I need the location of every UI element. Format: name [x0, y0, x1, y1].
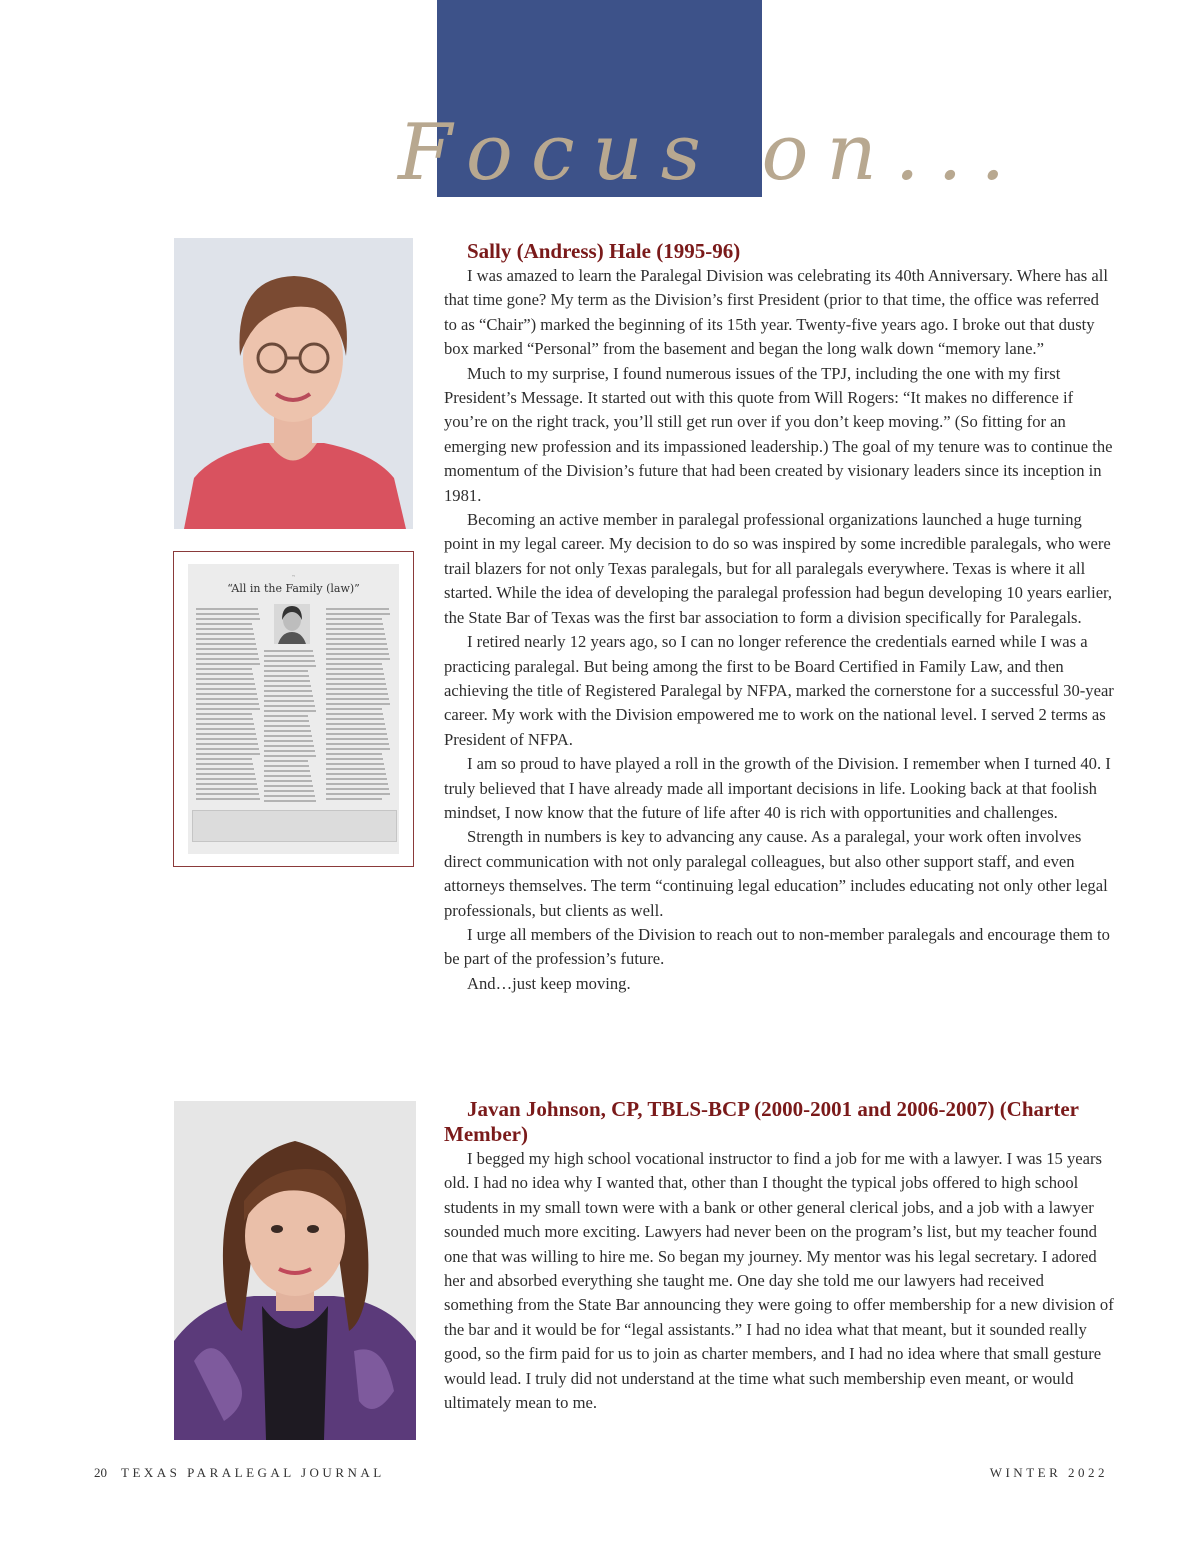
clipping-text-line — [196, 743, 258, 745]
publication-name: TEXAS PARALEGAL JOURNAL — [121, 1465, 385, 1480]
clipping-text-line — [326, 618, 382, 620]
clipping-text-line — [326, 788, 389, 790]
clipping-text-line — [196, 643, 256, 645]
clipping-text-line — [196, 628, 253, 630]
clipping-text-line — [196, 773, 255, 775]
clipping-text-line — [196, 613, 259, 615]
clipping-text-line — [196, 798, 260, 800]
clipping-text-line — [326, 658, 390, 660]
clipping-text-line — [196, 693, 257, 695]
clipping-text-line — [264, 740, 313, 742]
clipping-text-line — [196, 608, 258, 610]
clipping-text-line — [326, 673, 384, 675]
javan-johnson-photo — [174, 1101, 416, 1440]
clipping-text-line — [264, 705, 315, 707]
clipping-text-line — [196, 623, 252, 625]
clipping-text-line — [196, 683, 255, 685]
clipping-text-line — [326, 778, 387, 780]
clipping-text-line — [196, 648, 257, 650]
clipping-text-line — [326, 798, 382, 800]
clipping-text-line — [196, 783, 257, 785]
clipping-text-line — [196, 793, 259, 795]
clipping-text-line — [264, 765, 309, 767]
profile-heading: Sally (Andress) Hale (1995-96) — [467, 239, 741, 263]
footer-publication — [94, 1465, 385, 1481]
clipping-text-line — [326, 608, 389, 610]
profile-paragraph: Much to my surprise, I found numerous issues of the TPJ, including the one with my first President’s Message. It started out with this quote from Will Rogers: “It makes no difference if you’re on the right track, you’ll still get run over if you don’t keep moving.” (So fitting for an emerging new profession and its impassioned leadership.) The goal of my tenure was to continue the momentum of the Division’s future that had been created by visionary leaders since its inception in 1981. — [444, 363, 1113, 505]
clipping-text-line — [326, 753, 382, 755]
profile-javan-johnson — [444, 1097, 1114, 1415]
clipping-text-line — [264, 725, 310, 727]
footer-issue: WINTER 2022 — [989, 1465, 1108, 1480]
clipping-text-line — [326, 768, 385, 770]
profile-paragraph: And…just keep moving. — [467, 973, 631, 993]
clipping-text-line — [196, 668, 252, 670]
clipping-text-line — [326, 633, 385, 635]
clipping-text-line — [326, 708, 382, 710]
clipping-text-line — [196, 763, 253, 765]
profile-heading: Javan Johnson, CP, TBLS-BCP (2000-2001 and 2006-2007) (Charter Member) — [444, 1097, 1079, 1146]
clipping-text-line — [264, 775, 311, 777]
clipping-text-line — [196, 688, 256, 690]
clipping-text-line — [196, 653, 258, 655]
clipping-text-line — [196, 788, 258, 790]
clipping-text-line — [264, 675, 309, 677]
clipping-text-line — [326, 648, 388, 650]
clipping-text-line — [196, 758, 252, 760]
clipping-text-line — [264, 660, 315, 662]
clipping-text-line — [326, 773, 386, 775]
clipping-text-line — [326, 653, 389, 655]
clipping-text-line — [264, 665, 316, 667]
clipping-kicker: ~ — [291, 574, 296, 580]
clipping-text-line — [326, 718, 384, 720]
clipping-text-line — [264, 680, 310, 682]
clipping-text-line — [326, 663, 382, 665]
profile-sally-hale — [444, 239, 1114, 996]
profile-paragraph: I am so proud to have played a roll in the growth of the Division. I remember when I turned 40. I truly believed that I have already made all important decisions in life. Looking back at that foolish mindset, I now know that the future of life after 40 is rich with opportunities and challenges. — [444, 754, 1111, 822]
clipping-text-line — [264, 790, 314, 792]
clipping-text-line — [326, 703, 390, 705]
clipping-text-line — [196, 768, 254, 770]
sally-hale-photo — [174, 238, 413, 529]
clipping-text-line — [326, 713, 383, 715]
section-title: Focus on... — [398, 108, 1024, 198]
clipping-text-line — [196, 663, 260, 665]
clipping-text-line — [326, 743, 389, 745]
clipping-text-line — [326, 693, 388, 695]
profile-paragraph: I begged my high school vocational instructor to find a job for me with a lawyer. I was 15 years old. I had no idea why I wanted that, other than I thought the typical jobs offered to high school students in my small town were with a bank or other general clerical jobs, and a job with a lawyer sounded much more exciting. Lawyers had never been on the program’s list, but my teacher found one that was willing to hire me. So began my journey. My mentor was his legal secretary. I adored her and absorbed everything she taught me. One day she told me our lawyers had received something from the State Bar announcing they were going to offer membership for a new division of the bar and it would be for “legal assistants.” I had no idea what that meant, but it sounded really good, so the firm paid for us to join as charter members, and I had no idea where that small gesture would lead. I truly did not understand at the time what such membership even meant, or would ultimately mean to me. — [444, 1149, 1114, 1413]
clipping-text-line — [264, 655, 314, 657]
clipping-text-line — [264, 800, 316, 802]
clipping-text-line — [326, 638, 386, 640]
clipping-text-line — [264, 730, 311, 732]
clipping-text-line — [264, 735, 312, 737]
profile-paragraph: Becoming an active member in paralegal professional organizations launched a huge turning point in my legal career. My decision to do so was inspired by some incredible paralegals, who were trail blazers for not only Texas paralegals, but for all paralegals everywhere. Texas is where it all started. While the idea of developing the paralegal profession had begun developing 10 years earlier, the State Bar of Texas was the first bar association to form a division specifically for Paralegals. — [444, 510, 1113, 627]
clipping-text-line — [264, 795, 315, 797]
clipping-text-line — [264, 720, 309, 722]
clipping-text-line — [264, 685, 311, 687]
clipping-text-line — [326, 748, 390, 750]
clipping-text-line — [264, 715, 308, 717]
clipping-text-line — [264, 755, 316, 757]
clipping-text-line — [326, 613, 390, 615]
clipping-text-line — [326, 688, 387, 690]
clipping-text-line — [264, 770, 310, 772]
clipping-text-line — [196, 778, 256, 780]
clipping-text-line — [264, 780, 312, 782]
clipping-text-line — [326, 733, 387, 735]
clipping-text-line — [196, 753, 260, 755]
clipping-text-line — [326, 698, 389, 700]
clipping-text-line — [326, 683, 386, 685]
clipping-photo — [274, 604, 310, 644]
clipping-text-line — [326, 643, 387, 645]
clipping-text-line — [264, 760, 308, 762]
clipping-headline: “All in the Family (law)” — [227, 582, 360, 595]
clipping-text-line — [326, 728, 386, 730]
clipping-text-line — [196, 733, 256, 735]
clipping-text-line — [326, 623, 383, 625]
clipping-text-line — [264, 695, 313, 697]
clipping-text-line — [326, 738, 388, 740]
profile-paragraph: I retired nearly 12 years ago, so I can no longer reference the credentials earned while I was a practicing paralegal. But being among the first to be Board Certified in Family Law, and then achieving the title of Registered Paralegal by NFPA, marked the cornerstone for a successful 30-year career. My work with the Division empowered me to work on the national level. I served 2 terms as President of NFPA. — [444, 632, 1114, 749]
clipping-text-line — [264, 710, 316, 712]
clipping-text-line — [196, 713, 252, 715]
clipping-text-line — [264, 700, 314, 702]
clipping-text-line — [264, 670, 308, 672]
clipping-text-line — [196, 698, 258, 700]
clipping-text-line — [196, 708, 260, 710]
clipping-text-line — [326, 793, 390, 795]
clipping-text-line — [196, 718, 253, 720]
clipping-text-line — [326, 678, 385, 680]
clipping-text-line — [326, 668, 383, 670]
clipping-text-line — [196, 673, 253, 675]
clipping-text-line — [196, 618, 260, 620]
clipping-text-line — [264, 690, 312, 692]
page-number: 20 — [94, 1465, 107, 1480]
clipping-text-line — [264, 785, 313, 787]
clipping-text-line — [326, 628, 384, 630]
clipping-text-line — [196, 723, 254, 725]
clipping-text-line — [196, 638, 255, 640]
article-clipping — [173, 551, 414, 867]
clipping-text-line — [326, 723, 385, 725]
clipping-text-line — [264, 745, 314, 747]
clipping-page — [188, 564, 399, 854]
clipping-text-line — [196, 738, 257, 740]
profile-paragraph: Strength in numbers is key to advancing any cause. As a paralegal, your work often involves direct communication with not only paralegal colleagues, but also other support staff, and even attorneys themselves. The term “continuing legal education” includes educating not only other legal professionals, but clients as well. — [444, 827, 1108, 920]
clipping-text-line — [264, 650, 313, 652]
clipping-text-line — [326, 783, 388, 785]
clipping-text-line — [196, 678, 254, 680]
profile-paragraph: I urge all members of the Division to reach out to non-member paralegals and encourage them to be part of the profession’s future. — [444, 924, 1110, 969]
clipping-callout-box — [192, 810, 397, 842]
clipping-text-line — [196, 633, 254, 635]
clipping-text-line — [196, 703, 259, 705]
clipping-text-line — [196, 748, 259, 750]
clipping-text-line — [264, 750, 315, 752]
clipping-text-line — [326, 758, 383, 760]
clipping-text-line — [196, 728, 255, 730]
clipping-text-line — [326, 763, 384, 765]
profile-paragraph: I was amazed to learn the Paralegal Division was celebrating its 40th Anniversary. Where has all that time gone? My term as the Division’s first President (prior to that time, the office was referred to as “Chair”) marked the beginning of its 15th year. Twenty-five years ago. I broke out that dusty box marked “Personal” from the basement and began the long walk down “memory lane.” — [444, 266, 1108, 359]
clipping-text-line — [196, 658, 259, 660]
